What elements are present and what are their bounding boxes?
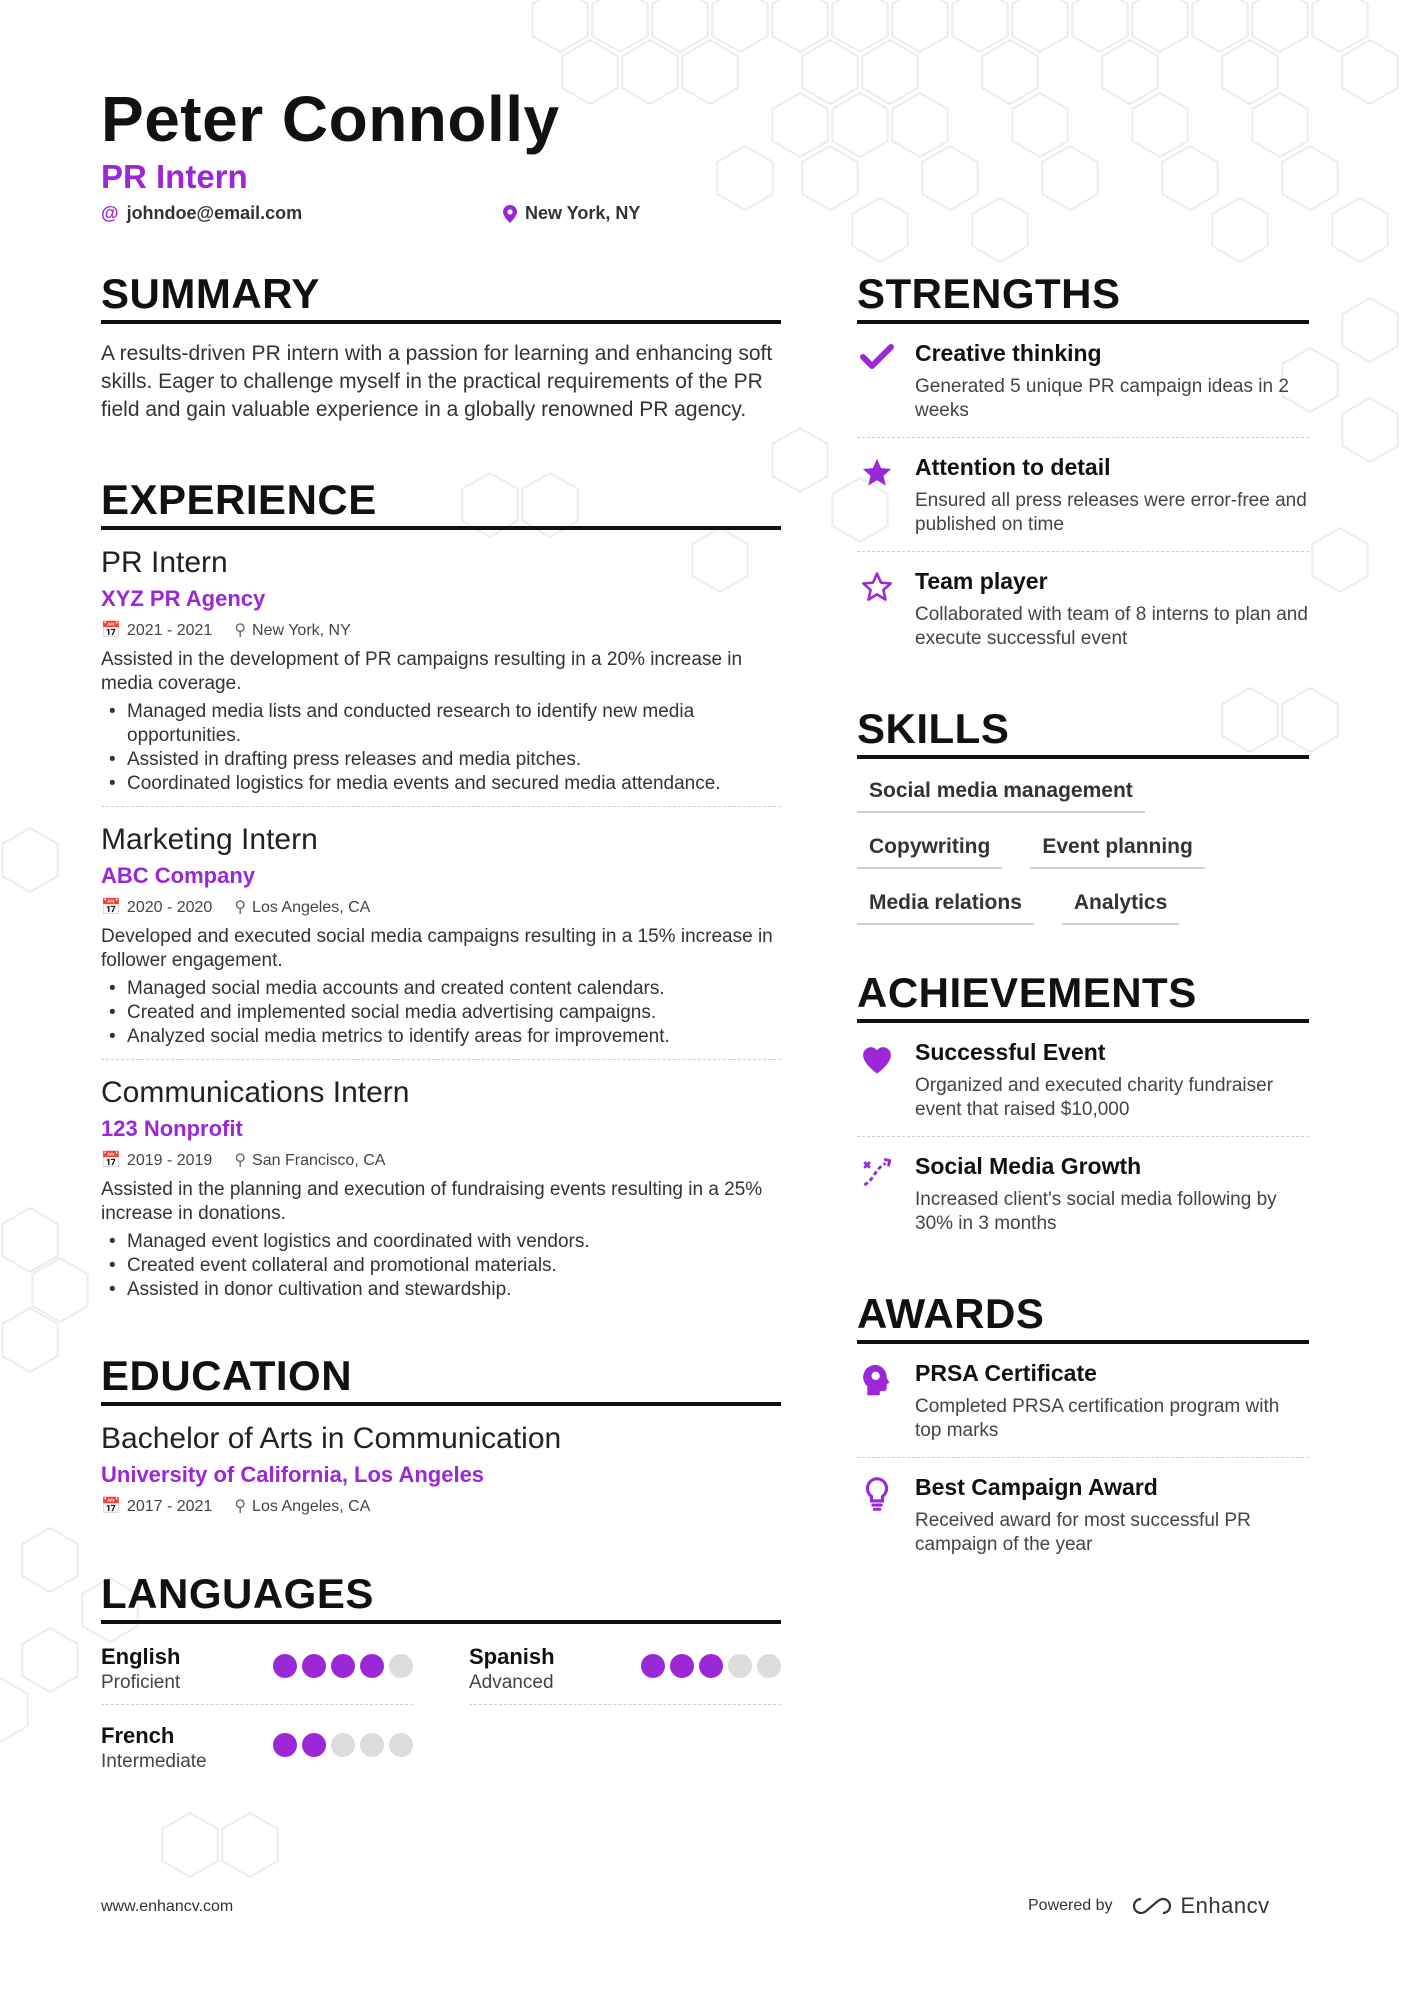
summary-section (101, 270, 781, 424)
summary-text: A results-driven PR intern with a passion for learning and enhancing soft skills. Eager to challenge myself in the practical requirements of the PR field and gain valuable experience in a globally renowned PR agency. (101, 342, 773, 421)
bullet-item: • Managed media lists and conducted research to identify new media opportunities. (101, 700, 781, 748)
proficiency-dots (273, 1733, 413, 1757)
language-level: Intermediate (101, 1751, 207, 1772)
hexagon-shape (1102, 40, 1157, 104)
company-name: 123 Nonprofit (101, 1116, 243, 1141)
brand-name: Enhancv (1180, 1893, 1270, 1918)
job-location (234, 1150, 385, 1170)
head-brain-icon (857, 1360, 897, 1443)
section-heading: SUMMARY (101, 270, 781, 324)
proficiency-dot (670, 1654, 694, 1678)
achievements-list (857, 1023, 1309, 1250)
item-title: PRSA Certificate (915, 1360, 1097, 1386)
skills-section (857, 705, 1309, 925)
experience-list (101, 530, 781, 1312)
calendar-icon: 📅 (101, 899, 121, 916)
languages-section (101, 1570, 781, 1795)
hexagon-shape (802, 40, 857, 104)
language-name: English (101, 1644, 181, 1669)
bullet-item: • Managed event logistics and coordinated with vendors. (101, 1230, 781, 1254)
email-contact[interactable] (101, 203, 302, 224)
strengths-list (857, 324, 1309, 665)
section-heading: AWARDS (857, 1290, 1309, 1344)
job-description: Assisted in the development of PR campaigns resulting in a 20% increase in media coverage. (101, 649, 743, 694)
job-title: Communications Intern (101, 1076, 410, 1109)
list-item (857, 438, 1309, 552)
proficiency-dot (331, 1654, 355, 1678)
location-text: New York, NY (252, 622, 351, 639)
item-body (915, 454, 1309, 537)
item-body (915, 1153, 1309, 1236)
proficiency-dot (302, 1654, 326, 1678)
bullet-item: • Assisted in drafting press releases and media pitches. (101, 748, 781, 772)
skill-tag: Media relations (857, 887, 1034, 925)
section-heading: EDUCATION (101, 1352, 781, 1406)
experience-section (101, 476, 781, 1312)
star-filled-icon (857, 454, 897, 537)
hexagon-shape (892, 0, 947, 52)
item-body (915, 1474, 1309, 1557)
growth-path-icon (857, 1153, 897, 1236)
item-body (915, 1039, 1309, 1122)
section-heading: LANGUAGES (101, 1570, 781, 1624)
list-item (857, 1137, 1309, 1250)
skill-tag: Analytics (1062, 887, 1179, 925)
item-title: Successful Event (915, 1039, 1106, 1065)
hexagon-shape (1012, 93, 1067, 157)
hexagon-shape (892, 93, 947, 157)
item-description: Received award for most successful PR campaign of the year (915, 1510, 1251, 1555)
job-title: Marketing Intern (101, 823, 318, 856)
proficiency-dot (360, 1654, 384, 1678)
location-pin-icon (503, 205, 517, 223)
candidate-title: PR Intern (101, 158, 248, 195)
language-item (469, 1638, 781, 1705)
hexagon-shape (2, 1308, 57, 1372)
languages-grid (101, 1638, 781, 1795)
list-item (857, 1344, 1309, 1458)
right-column (857, 270, 1309, 1623)
section-heading: SKILLS (857, 705, 1309, 759)
hexagon-shape (0, 1678, 28, 1742)
education-item (101, 1406, 781, 1526)
hexagon-shape (1132, 93, 1187, 157)
achievements-section (857, 969, 1309, 1250)
language-info (101, 1644, 180, 1694)
language-level: Proficient (101, 1672, 181, 1693)
proficiency-dot (728, 1654, 752, 1678)
powered-by-text: Powered by (1028, 1897, 1113, 1914)
enhancv-logo-icon (1129, 1895, 1175, 1917)
education-dates: 2017 - 2021 (126, 1498, 213, 1515)
date-text: 2019 - 2019 (126, 1152, 213, 1169)
hexagon-shape (802, 146, 857, 210)
date-text: 2020 - 2020 (126, 899, 213, 916)
experience-item (101, 1060, 781, 1312)
lightbulb-icon (857, 1474, 897, 1557)
footer-branding (1028, 1893, 1270, 1919)
awards-section (857, 1290, 1309, 1571)
hexagon-shape (1312, 528, 1367, 592)
hexagon-shape (2, 1208, 57, 1272)
calendar-icon: 📅 (101, 1498, 121, 1515)
hexagon-shape (1222, 40, 1277, 104)
hexagon-shape (852, 198, 907, 262)
skill-tag: Copywriting (857, 831, 1002, 869)
checkmark-icon (857, 340, 897, 423)
hexagon-shape (532, 0, 587, 52)
hexagon-shape (952, 0, 1007, 52)
awards-list (857, 1344, 1309, 1571)
date-range (101, 620, 212, 640)
hexagon-shape (1012, 0, 1067, 52)
item-title: Best Campaign Award (915, 1474, 1158, 1500)
footer-website[interactable]: www.enhancv.com (101, 1898, 234, 1915)
proficiency-dot (360, 1733, 384, 1757)
language-level: Advanced (469, 1672, 554, 1693)
candidate-name: Peter Connolly (101, 83, 560, 155)
language-name: Spanish (469, 1644, 555, 1669)
bullet-item: • Created event collateral and promotional materials. (101, 1254, 781, 1278)
location-text: San Francisco, CA (252, 1152, 386, 1169)
experience-item (101, 530, 781, 807)
bullet-list (101, 1230, 781, 1302)
proficiency-dots (273, 1654, 413, 1678)
language-name: French (101, 1723, 175, 1748)
hexagon-shape (1212, 198, 1267, 262)
date-range (101, 897, 212, 917)
proficiency-dot (389, 1654, 413, 1678)
hexagon-shape (1162, 146, 1217, 210)
language-info (101, 1723, 207, 1773)
bullet-item: • Assisted in donor cultivation and stewardship. (101, 1278, 781, 1302)
section-heading: STRENGTHS (857, 270, 1309, 324)
proficiency-dot (273, 1733, 297, 1757)
education-meta (101, 1496, 781, 1516)
proficiency-dot (273, 1654, 297, 1678)
experience-meta (101, 897, 781, 917)
education-location: Los Angeles, CA (252, 1498, 371, 1515)
hexagon-shape (1252, 0, 1307, 52)
item-title: Creative thinking (915, 340, 1102, 366)
hexagon-shape (2, 828, 57, 892)
proficiency-dot (389, 1733, 413, 1757)
bullet-list (101, 700, 781, 796)
bullet-item: • Analyzed social media metrics to identify areas for improvement. (101, 1025, 781, 1049)
list-item (857, 1023, 1309, 1137)
hexagon-shape (832, 0, 887, 52)
proficiency-dots (641, 1654, 781, 1678)
strengths-section (857, 270, 1309, 665)
hexagon-shape (1132, 0, 1187, 52)
company-name: ABC Company (101, 863, 256, 888)
item-body (915, 340, 1309, 423)
section-heading: EXPERIENCE (101, 476, 781, 530)
job-title: PR Intern (101, 546, 228, 579)
hexagon-shape (717, 146, 772, 210)
hexagon-shape (1282, 146, 1337, 210)
item-description: Ensured all press releases were error-free and published on time (915, 490, 1307, 535)
item-description: Completed PRSA certification program with top marks (915, 1396, 1280, 1441)
hexagon-shape (22, 1528, 77, 1592)
hexagon-shape (922, 146, 977, 210)
item-title: Team player (915, 568, 1048, 594)
hexagon-shape (1342, 398, 1397, 462)
hexagon-shape (772, 93, 827, 157)
degree: Bachelor of Arts in Communication (101, 1422, 562, 1455)
location-text: New York, NY (525, 203, 641, 223)
proficiency-dot (641, 1654, 665, 1678)
item-title: Social Media Growth (915, 1153, 1142, 1179)
hexagon-shape (982, 40, 1037, 104)
hexagon-shape (772, 0, 827, 52)
date-range (101, 1150, 212, 1170)
brand-logo[interactable] (1129, 1893, 1270, 1919)
section-heading: ACHIEVEMENTS (857, 969, 1309, 1023)
calendar-icon: 📅 (101, 622, 121, 639)
hexagon-shape (592, 0, 647, 52)
hexagon-shape (1342, 298, 1397, 362)
job-location (234, 620, 350, 640)
item-title: Attention to detail (915, 454, 1111, 480)
proficiency-dot (699, 1654, 723, 1678)
hexagon-shape (712, 0, 767, 52)
hexagon-shape (32, 1258, 87, 1322)
language-item (101, 1717, 413, 1783)
school: University of California, Los Angeles (101, 1462, 485, 1487)
company-name: XYZ PR Agency (101, 586, 266, 611)
skills-list (857, 775, 1309, 925)
bullet-list (101, 977, 781, 1049)
location-pin-icon: ⚲ (234, 1498, 247, 1515)
heart-icon (857, 1039, 897, 1122)
hexagon-shape (652, 0, 707, 52)
date-text: 2021 - 2021 (126, 622, 213, 639)
hexagon-shape (622, 40, 677, 104)
item-description: Generated 5 unique PR campaign ideas in 2 weeks (915, 376, 1289, 421)
hexagon-shape (1192, 0, 1247, 52)
skill-tag: Event planning (1030, 831, 1205, 869)
hexagon-shape (972, 198, 1027, 262)
hexagon-shape (1332, 198, 1387, 262)
location-contact (503, 203, 640, 224)
proficiency-dot (331, 1733, 355, 1757)
bullet-item: • Coordinated logistics for media events and secured media attendance. (101, 772, 781, 796)
list-item (857, 552, 1309, 665)
location-pin-icon: ⚲ (234, 1152, 247, 1169)
item-description: Organized and executed charity fundraiser event that raised $10,000 (915, 1075, 1274, 1120)
item-description: Increased client's social media following by 30% in 3 months (915, 1189, 1277, 1234)
left-column (101, 270, 781, 1847)
bullet-item: • Created and implemented social media advertising campaigns. (101, 1001, 781, 1025)
email-text: johndoe@email.com (126, 203, 303, 223)
proficiency-dot (302, 1733, 326, 1757)
language-info (469, 1644, 555, 1694)
location-text: Los Angeles, CA (252, 899, 371, 916)
hexagon-shape (862, 40, 917, 104)
experience-item (101, 807, 781, 1060)
location-pin-icon: ⚲ (234, 622, 247, 639)
job-location (234, 897, 370, 917)
hexagon-shape (1252, 93, 1307, 157)
item-body (915, 568, 1309, 651)
hexagon-shape (1342, 40, 1397, 104)
hexagon-shape (832, 93, 887, 157)
experience-meta (101, 620, 781, 640)
hexagon-shape (22, 1628, 77, 1692)
hexagon-shape (682, 40, 737, 104)
item-description: Collaborated with team of 8 interns to plan and execute successful event (915, 604, 1308, 649)
list-item (857, 1458, 1309, 1571)
hexagon-shape (1072, 0, 1127, 52)
list-item (857, 324, 1309, 438)
star-outline-icon (857, 568, 897, 651)
bullet-item: • Managed social media accounts and created content calendars. (101, 977, 781, 1001)
proficiency-dot (757, 1654, 781, 1678)
job-description: Developed and executed social media campaigns resulting in a 15% increase in follower engagement. (101, 926, 773, 971)
at-icon: @ (101, 203, 119, 223)
experience-meta (101, 1150, 781, 1170)
location-pin-icon: ⚲ (234, 899, 247, 916)
hexagon-shape (1042, 146, 1097, 210)
job-description: Assisted in the planning and execution of fundraising events resulting in a 25% increase in donations. (101, 1179, 763, 1224)
education-section (101, 1352, 781, 1526)
skill-tag: Social media management (857, 775, 1145, 813)
item-body (915, 1360, 1309, 1443)
calendar-icon: 📅 (101, 1152, 121, 1169)
language-item (101, 1638, 413, 1705)
hexagon-shape (1312, 0, 1367, 52)
hexagon-shape (562, 40, 617, 104)
